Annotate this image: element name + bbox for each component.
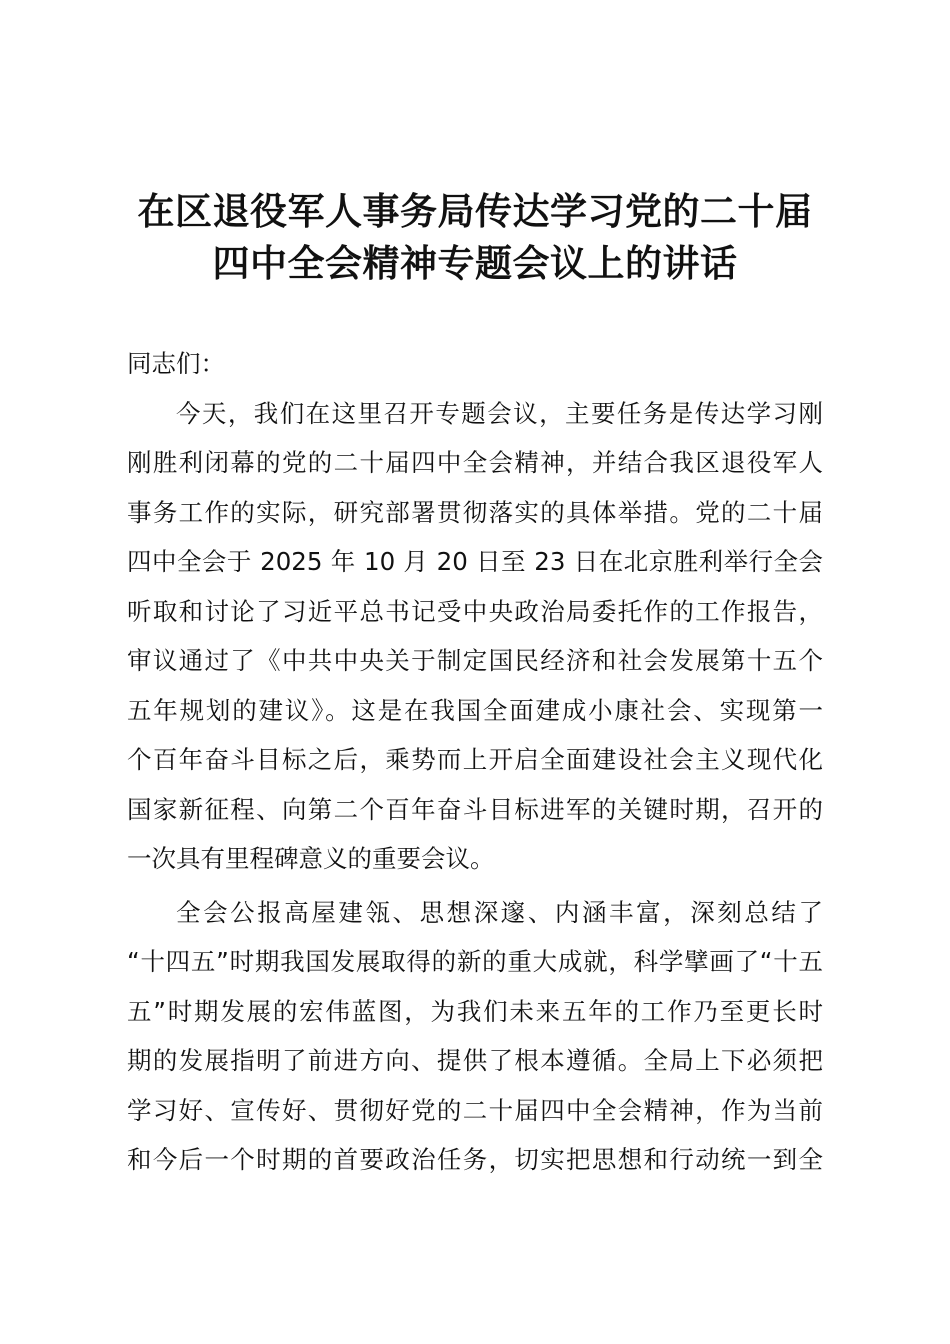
paragraph-line: 今天，我们在这里召开专题会议，主要任务是传达学习刚 [176,398,823,428]
document-body [127,339,823,1185]
paragraph-line: 学习好、宣传好、贯彻好党的二十届四中全会精神，作为当前 [127,1095,823,1125]
paragraph-line: 个百年奋斗目标之后，乘势而上开启全面建设社会主义现代化 [127,745,823,774]
paragraph-line: 四中全会于 2025 年 10 月 20 日至 23 日在北京胜利举行全会 [127,547,823,576]
paragraph-line: 五”时期发展的宏伟蓝图，为我们未来五年的工作乃至更长时 [127,996,823,1026]
salutation: 同志们： [127,349,225,378]
paragraph-line: 五年规划的建议》。这是在我国全面建成小康社会、实现第一 [127,695,823,725]
title-line: 四中全会精神专题会议上的讲话 [212,242,738,285]
document-title [100,186,850,290]
paragraph-line: “十四五”时期我国发展取得的新的重大成就，科学擘画了“十五 [127,947,823,976]
title-line: 在区退役军人事务局传达学习党的二十届 [137,190,813,233]
paragraph-line: 和今后一个时期的首要政治任务，切实把思想和行动统一到全 [127,1145,823,1174]
paragraph [127,888,823,1185]
paragraph-line: 国家新征程、向第二个百年奋斗目标进军的关键时期，召开的 [127,794,823,824]
paragraph-line: 审议通过了《中共中央关于制定国民经济和社会发展第十五个 [127,646,823,675]
paragraph-line: 刚胜利闭幕的党的二十届四中全会精神，并结合我区退役军人 [127,448,823,477]
paragraph [127,389,823,884]
paragraph-line: 事务工作的实际，研究部署贯彻落实的具体举措。党的二十届 [127,497,823,527]
paragraph-line: 听取和讨论了习近平总书记受中央政治局委托作的工作报告， [127,596,823,626]
paragraph-line: 全会公报高屋建瓴、思想深邃、内涵丰富，深刻总结了 [176,897,823,927]
paragraph-line: 期的发展指明了前进方向、提供了根本遵循。全局上下必须把 [127,1046,823,1075]
paragraph-line: 一次具有里程碑意义的重要会议。 [127,844,495,873]
